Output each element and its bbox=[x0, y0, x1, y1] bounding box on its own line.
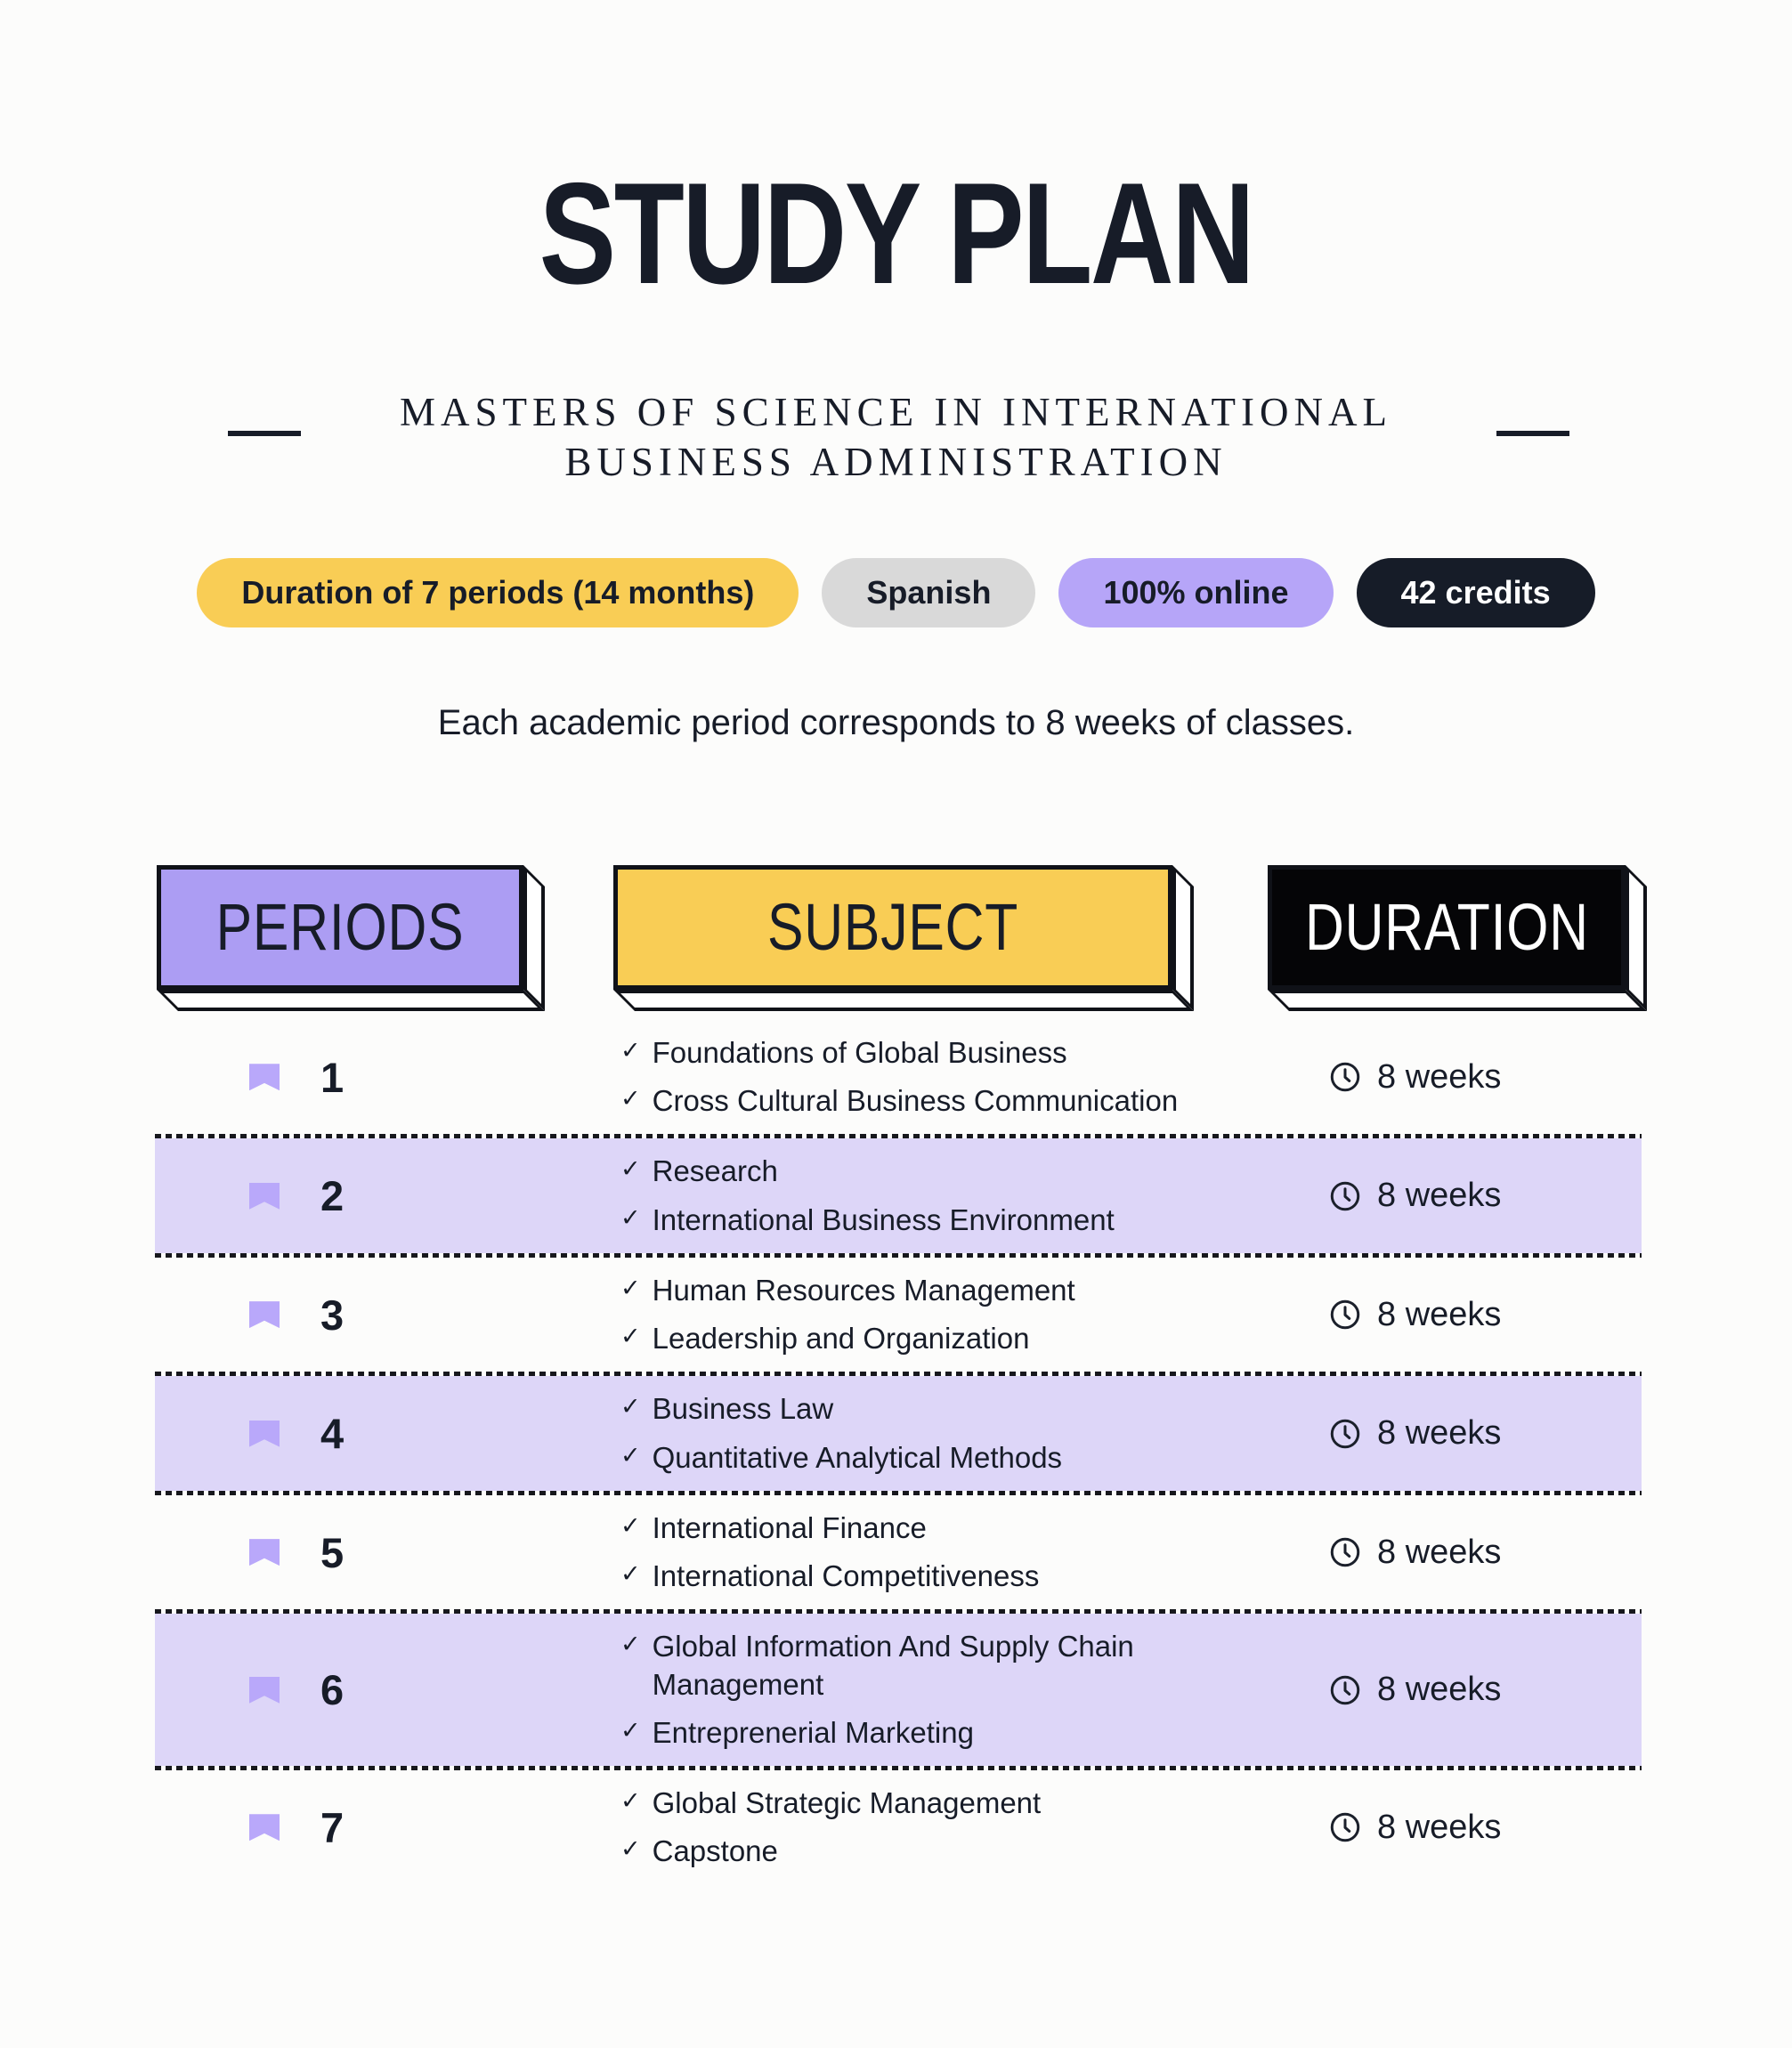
info-badge-label: Duration of 7 periods (14 months) bbox=[241, 574, 755, 611]
check-icon: ✓ bbox=[620, 1511, 641, 1539]
duration-label: 8 weeks bbox=[1377, 1057, 1502, 1096]
column-header bbox=[157, 865, 523, 990]
check-icon: ✓ bbox=[620, 1085, 641, 1113]
bookmark-icon bbox=[249, 1539, 280, 1566]
bookmark-icon bbox=[249, 1814, 280, 1841]
check-icon: ✓ bbox=[620, 1323, 641, 1350]
column-header bbox=[613, 865, 1172, 990]
check-icon: ✓ bbox=[620, 1835, 641, 1863]
period-cell bbox=[155, 1171, 620, 1220]
subject-label: Leadership and Organization bbox=[652, 1322, 1030, 1356]
subject-item bbox=[620, 1785, 1301, 1822]
subject-label: Capstone bbox=[652, 1834, 778, 1868]
clock-icon bbox=[1328, 1060, 1362, 1094]
bookmark-icon bbox=[249, 1064, 280, 1090]
duration-cell bbox=[1328, 1296, 1642, 1334]
info-badge bbox=[1058, 558, 1333, 627]
clock-icon bbox=[1328, 1535, 1362, 1569]
subtitle-block bbox=[0, 388, 1792, 488]
duration-label: 8 weeks bbox=[1377, 1808, 1502, 1846]
info-badge-label: 100% online bbox=[1103, 574, 1289, 611]
duration-label: 8 weeks bbox=[1377, 1533, 1502, 1571]
subject-cell bbox=[620, 1770, 1328, 1884]
duration-label: 8 weeks bbox=[1377, 1671, 1502, 1709]
clock-icon bbox=[1328, 1810, 1362, 1844]
subject-label: International Business Environment bbox=[652, 1202, 1115, 1236]
check-icon: ✓ bbox=[620, 1441, 641, 1469]
period-number: 4 bbox=[320, 1410, 345, 1458]
table-row bbox=[155, 1495, 1642, 1609]
subject-cell bbox=[620, 1020, 1328, 1134]
subject-item bbox=[620, 1153, 1301, 1190]
duration-cell bbox=[1328, 1177, 1642, 1215]
check-icon: ✓ bbox=[620, 1203, 641, 1231]
subject-cell bbox=[620, 1614, 1328, 1766]
duration-cell bbox=[1328, 1058, 1642, 1097]
subject-item bbox=[620, 1833, 1301, 1870]
subject-label: Global Strategic Management bbox=[652, 1786, 1042, 1820]
check-icon: ✓ bbox=[620, 1274, 641, 1301]
check-icon: ✓ bbox=[620, 1037, 641, 1064]
period-cell bbox=[155, 1409, 620, 1458]
subject-cell bbox=[620, 1138, 1328, 1252]
table-row bbox=[155, 1020, 1642, 1134]
bookmark-icon bbox=[249, 1677, 280, 1704]
subject-item bbox=[620, 1082, 1301, 1120]
duration-cell bbox=[1328, 1414, 1642, 1453]
duration-label: 8 weeks bbox=[1377, 1295, 1502, 1333]
column-header-label: PERIODS bbox=[215, 890, 465, 964]
duration-label: 8 weeks bbox=[1377, 1414, 1502, 1453]
period-number: 3 bbox=[320, 1291, 345, 1339]
subject-label: Entreprenerial Marketing bbox=[652, 1715, 974, 1749]
table-row bbox=[155, 1376, 1642, 1490]
table-row bbox=[155, 1770, 1642, 1884]
table-row bbox=[155, 1138, 1642, 1252]
info-badge-label: Spanish bbox=[866, 574, 992, 611]
subject-label: Business Law bbox=[652, 1392, 834, 1426]
table-header-row bbox=[155, 865, 1642, 990]
table-row bbox=[155, 1614, 1642, 1766]
subject-cell bbox=[620, 1495, 1328, 1609]
info-badge bbox=[822, 558, 1035, 627]
subject-label: Cross Cultural Business Communication bbox=[652, 1084, 1179, 1118]
subject-item bbox=[620, 1510, 1301, 1547]
bookmark-icon bbox=[249, 1183, 280, 1210]
info-badge bbox=[1357, 558, 1595, 627]
period-cell bbox=[155, 1291, 620, 1340]
table-row bbox=[155, 1258, 1642, 1372]
table-body bbox=[155, 1020, 1642, 1885]
subject-label: Research bbox=[652, 1154, 778, 1188]
column-header-label: SUBJECT bbox=[766, 890, 1019, 964]
duration-cell bbox=[1328, 1809, 1642, 1847]
period-cell bbox=[155, 1053, 620, 1102]
subtitle-line: MASTERS OF SCIENCE IN INTERNATIONAL bbox=[399, 390, 1392, 434]
subject-item bbox=[620, 1390, 1301, 1428]
decorative-dash-left-icon bbox=[228, 431, 301, 436]
clock-icon bbox=[1328, 1417, 1362, 1451]
check-icon: ✓ bbox=[620, 1631, 641, 1658]
check-icon: ✓ bbox=[620, 1716, 641, 1744]
check-icon: ✓ bbox=[620, 1560, 641, 1588]
subject-label: Foundations of Global Business bbox=[652, 1036, 1067, 1069]
subject-item bbox=[620, 1272, 1301, 1309]
subject-cell bbox=[620, 1376, 1328, 1490]
subject-item bbox=[620, 1034, 1301, 1072]
period-number: 1 bbox=[320, 1053, 345, 1101]
info-badge bbox=[197, 558, 799, 627]
info-badge-label: 42 credits bbox=[1400, 574, 1551, 611]
bookmark-icon bbox=[249, 1421, 280, 1447]
decorative-dash-right-icon bbox=[1496, 431, 1569, 436]
check-icon: ✓ bbox=[620, 1155, 641, 1183]
period-number: 6 bbox=[320, 1666, 345, 1714]
subject-label: Quantitative Analytical Methods bbox=[652, 1440, 1063, 1474]
subtitle-line: BUSINESS ADMINISTRATION bbox=[564, 439, 1228, 484]
period-number: 7 bbox=[320, 1803, 345, 1851]
subject-label: International Competitiveness bbox=[652, 1559, 1040, 1593]
page-title: STUDY PLAN bbox=[539, 153, 1253, 314]
subject-label: Human Resources Management bbox=[652, 1273, 1075, 1307]
subject-label: Global Information And Supply Chain Management bbox=[652, 1630, 1134, 1701]
period-number: 5 bbox=[320, 1528, 345, 1576]
intro-text: Each academic period corresponds to 8 weeks of classes. bbox=[437, 703, 1355, 742]
subject-item bbox=[620, 1558, 1301, 1595]
subject-cell bbox=[620, 1258, 1328, 1372]
column-header bbox=[1268, 865, 1626, 990]
subject-item bbox=[620, 1202, 1301, 1239]
duration-label: 8 weeks bbox=[1377, 1177, 1502, 1215]
subject-item bbox=[620, 1628, 1301, 1703]
subject-item bbox=[620, 1714, 1301, 1752]
period-cell bbox=[155, 1528, 620, 1577]
check-icon: ✓ bbox=[620, 1787, 641, 1815]
duration-cell bbox=[1328, 1534, 1642, 1572]
period-cell bbox=[155, 1665, 620, 1714]
duration-cell bbox=[1328, 1671, 1642, 1709]
period-cell bbox=[155, 1803, 620, 1852]
clock-icon bbox=[1328, 1673, 1362, 1707]
column-header-label: DURATION bbox=[1304, 890, 1589, 964]
page-subtitle bbox=[0, 388, 1792, 488]
bookmark-icon bbox=[249, 1301, 280, 1328]
subject-item bbox=[620, 1439, 1301, 1477]
clock-icon bbox=[1328, 1179, 1362, 1213]
badges-row bbox=[0, 558, 1792, 627]
subject-label: International Finance bbox=[652, 1510, 927, 1544]
check-icon: ✓ bbox=[620, 1393, 641, 1421]
clock-icon bbox=[1328, 1298, 1362, 1332]
period-number: 2 bbox=[320, 1172, 345, 1220]
subject-item bbox=[620, 1320, 1301, 1357]
